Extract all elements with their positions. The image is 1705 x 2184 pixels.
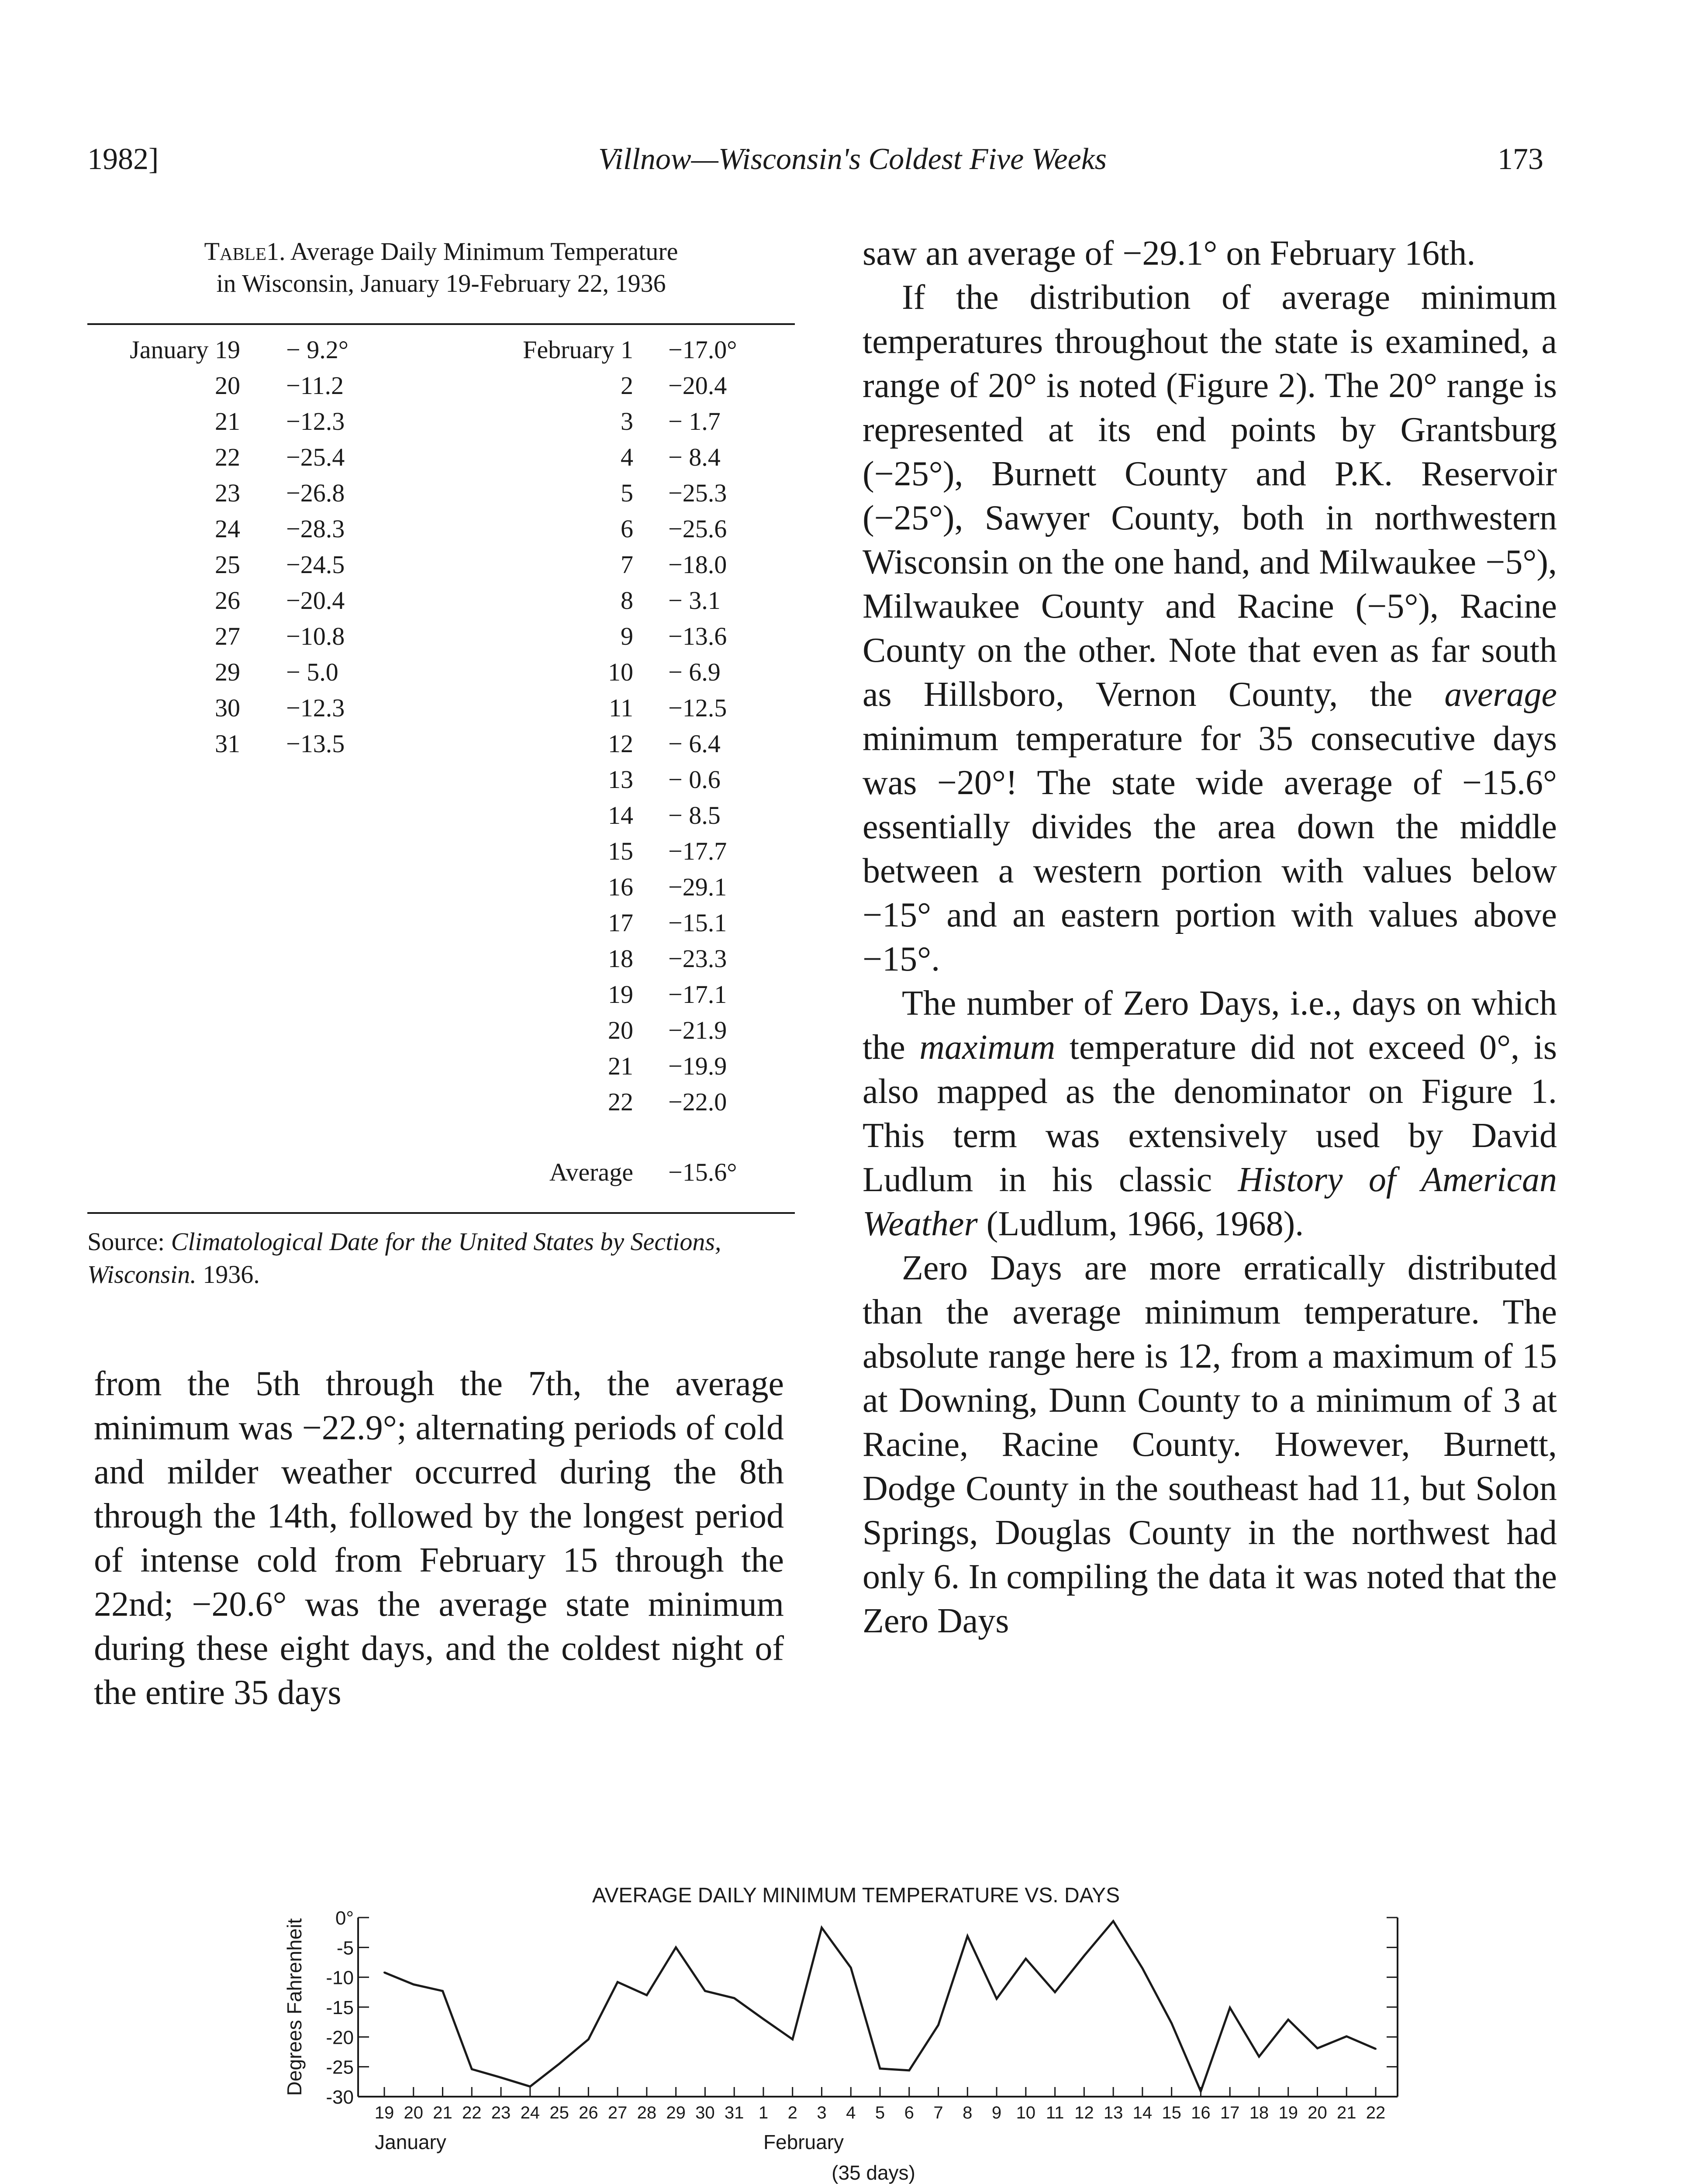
jan-row-temp: −13.5 (286, 729, 345, 758)
x-tick-label: 28 (637, 2103, 657, 2122)
y-tick-label: -10 (326, 1967, 354, 1989)
x-tick-label: 6 (904, 2103, 914, 2122)
x-tick-label: 4 (846, 2103, 856, 2122)
x-tick-label: 3 (817, 2103, 827, 2122)
jan-row-day: 21 (215, 407, 240, 435)
feb-row-day: 10 (608, 658, 633, 686)
table-caption (87, 236, 795, 299)
x-tick-label: 31 (724, 2103, 744, 2122)
data-point (617, 1981, 618, 1983)
x-tick-label: 1 (758, 2103, 769, 2122)
y-tick-label: -15 (326, 1997, 354, 2018)
jan-row-day: 26 (215, 586, 240, 615)
feb-row-temp: − 6.9 (668, 658, 721, 686)
feb-row-day: 12 (608, 729, 633, 758)
right-paragraph-1: saw an average of −29.1° on February 16th. (863, 234, 1476, 273)
right-paragraph-4: Zero Days are more erratically distributed than the average minimum temperature. The absolute range here is 12, from a maximum of 15 at Downing, Dunn County to a minimum of 3 at Racine, Racine County. However, Burnett, Dodge County in the southeast had 11, but Solon Springs, Douglas County in the northwest had only 6. In compiling the data it was noted that the Zero Days (863, 1249, 1557, 1640)
x-tick-label: 18 (1249, 2103, 1269, 2122)
data-point (1287, 2019, 1289, 2021)
table-source-note (87, 1225, 795, 1291)
feb-row-day: 4 (621, 443, 633, 471)
para2-emphasis: average (1444, 675, 1557, 714)
y-tick-label: -20 (326, 2027, 354, 2049)
feb-row-temp: −25.6 (668, 515, 727, 543)
feb-row-temp: −21.9 (668, 1016, 727, 1044)
feb-row-day: 19 (608, 980, 633, 1009)
chart-title: AVERAGE DAILY MINIMUM TEMPERATURE VS. DAYS (592, 1884, 1120, 1907)
jan-row-day: 30 (215, 694, 240, 722)
table-bottom-rule (87, 1212, 795, 1214)
x-tick-label: 10 (1016, 2103, 1036, 2122)
feb-row-temp: − 3.1 (668, 586, 721, 615)
jan-row-temp: −24.5 (286, 550, 345, 579)
data-point (413, 1984, 414, 1985)
jan-row-temp: −11.2 (286, 371, 344, 400)
right-body-column (863, 232, 1557, 1643)
x-tick-label: 24 (520, 2103, 540, 2122)
data-point (966, 1935, 968, 1937)
y-tick-label: 0° (335, 1908, 354, 1929)
x-tick-label: 8 (963, 2103, 973, 2122)
jan-row-day: 25 (215, 550, 240, 579)
x-tick-label: 25 (549, 2103, 569, 2122)
x-label-february: February (763, 2131, 844, 2153)
feb-row-day: 15 (608, 837, 633, 865)
data-point (1316, 2047, 1318, 2049)
table-top-rule (87, 323, 795, 325)
data-point (1258, 2056, 1260, 2057)
x-tick-label: 27 (607, 2103, 628, 2122)
data-point (1346, 2035, 1347, 2037)
x-tick-label: 29 (666, 2103, 686, 2122)
jan-row-day: 22 (215, 443, 240, 471)
x-tick-label: 22 (1366, 2103, 1386, 2122)
source-title: Climatological Date for the United States by Sections, Wisconsin. (87, 1227, 721, 1289)
jan-row-temp: −26.8 (286, 479, 345, 507)
temperature-chart (0, 1856, 1705, 2184)
para3-emphasis-1: maximum (919, 1028, 1056, 1067)
x-tick-label: 14 (1132, 2103, 1153, 2122)
right-paragraph-3 (863, 981, 1557, 1246)
running-title: Villnow—Wisconsin's Coldest Five Weeks (598, 142, 1107, 176)
feb-row-day: 6 (621, 515, 633, 543)
feb-row-day: 2 (621, 371, 633, 400)
x-tick-label: 9 (991, 2103, 1002, 2122)
feb-row-temp: − 8.5 (668, 801, 721, 829)
source-prefix: Source: (87, 1227, 171, 1256)
left-paragraph: from the 5th through the 7th, the average minimum was −22.9°; alternating periods of cold and milder weather occurred during the 8th through the 14th, followed by the longest period of intense cold from February 15 through the 22nd; −20.6° was the average state minimum during these eight days, and the coldest night of the entire 35 days (94, 1365, 784, 1712)
x-tick-label: 26 (579, 2103, 598, 2122)
left-body-column (94, 1362, 784, 1715)
x-tick-label: 5 (875, 2103, 885, 2122)
data-point (850, 1967, 852, 1969)
jan-row-day: 24 (215, 515, 240, 543)
jan-row-day: 27 (215, 622, 240, 650)
data-point (879, 2068, 881, 2070)
jan-row-temp: −10.8 (286, 622, 345, 650)
y-tick-label: -30 (326, 2087, 354, 2108)
average-label: Average (549, 1158, 633, 1186)
x-tick-label: 30 (695, 2103, 715, 2122)
data-point (704, 1990, 706, 1992)
feb-row-temp: −29.1 (668, 873, 727, 901)
feb-row-day: 16 (608, 873, 633, 901)
feb-row-temp: −15.1 (668, 909, 727, 937)
data-point (529, 2086, 531, 2087)
x-tick-label: 21 (1336, 2103, 1356, 2122)
feb-row-day: 14 (608, 801, 633, 829)
x-tick-label: 17 (1220, 2103, 1240, 2122)
feb-row-day: 5 (621, 479, 633, 507)
temperature-series-line (384, 1921, 1376, 2091)
data-point (1083, 1955, 1085, 1956)
feb-row-temp: −25.3 (668, 479, 727, 507)
data-point (1200, 2091, 1201, 2092)
x-tick-label: 21 (433, 2103, 452, 2122)
y-tick-label: -25 (326, 2056, 354, 2078)
x-tick-label: 7 (933, 2103, 943, 2122)
x-tick-label: 16 (1191, 2103, 1211, 2122)
feb-row-temp: −22.0 (668, 1088, 727, 1116)
jan-row-temp: − 9.2° (286, 335, 349, 364)
x-tick-label: 22 (462, 2103, 482, 2122)
data-point (1375, 2048, 1377, 2050)
jan-row-temp: −28.3 (286, 515, 345, 543)
feb-row-temp: −13.6 (668, 622, 727, 650)
jan-row-day: 31 (215, 729, 240, 758)
y-axis-label: Degrees Fahrenheit (283, 1918, 306, 2096)
right-paragraph-2 (863, 276, 1557, 981)
para3-a: The number of Zero Days, i.e., days on which the (863, 984, 1557, 1067)
average-value: −15.6° (668, 1158, 737, 1186)
data-point (1142, 1967, 1143, 1969)
source-year: 1936. (196, 1260, 260, 1289)
para3-emphasis-2: History of American Weather (863, 1161, 1557, 1243)
data-point (1025, 1958, 1027, 1959)
feb-row-temp: −19.9 (668, 1052, 727, 1080)
data-point (1112, 1920, 1114, 1922)
table-caption-line2: in Wisconsin, January 19-February 22, 1936 (216, 269, 666, 297)
jan-row-day: 20 (215, 371, 240, 400)
feb-row-temp: − 0.6 (668, 765, 721, 794)
feb-row-day: 22 (608, 1088, 633, 1116)
feb-row-temp: −23.3 (668, 944, 727, 973)
data-point (442, 1990, 444, 1992)
feb-row-temp: −17.1 (668, 980, 727, 1009)
data-point (500, 2077, 502, 2078)
data-point (938, 2024, 939, 2026)
y-tick-label: -5 (336, 1937, 354, 1959)
data-point (1229, 2007, 1231, 2008)
para2-tail: minimum temperature for 35 consecutive days was −20°! The state wide average of −15.6° essentially divides the area down the middle between a western portion with values below −15° and an eastern portion with values above −15°. (863, 719, 1557, 978)
feb-row-day: 9 (621, 622, 633, 650)
x-tick-label: 19 (1278, 2103, 1298, 2122)
jan-row-day: 23 (215, 479, 240, 507)
jan-row-temp: −20.4 (286, 586, 345, 615)
para2-text: If the distribution of average minimum temperatures throughout the state is examined, a range of 20° is noted (Figure 2). The 20° range is represented at its end points by Grantsburg (−25°), Burnett County and P.K. Reservoir (−25°), Sawyer County, both in northwestern Wisconsin on the one hand, and Milwaukee −5°), Milwaukee County and Racine (−5°), Racine County on the other. Note that even as far south as Hillsboro, Vernon County, the (863, 278, 1557, 714)
data-point (763, 2018, 764, 2020)
feb-row-temp: −18.0 (668, 550, 727, 579)
data-point (587, 2039, 589, 2040)
feb-row-temp: −17.0° (668, 335, 737, 364)
feb-row-day: 3 (621, 407, 633, 435)
feb-row-temp: −20.4 (668, 371, 727, 400)
feb-row-day: 13 (608, 765, 633, 794)
x-tick-label: 2 (787, 2103, 797, 2122)
feb-row-temp: − 6.4 (668, 729, 721, 758)
feb-row-temp: −17.7 (668, 837, 727, 865)
data-point (733, 1997, 735, 1999)
data-point (559, 2063, 560, 2065)
x-tick-label: 13 (1103, 2103, 1123, 2122)
table-label: Table (204, 237, 266, 266)
feb-row-temp: − 1.7 (668, 407, 721, 435)
para3-c: (Ludlum, 1966, 1968). (977, 1205, 1304, 1243)
x-tick-label: 12 (1074, 2103, 1094, 2122)
feb-row-temp: − 8.4 (668, 443, 721, 471)
x-tick-label: 11 (1046, 2103, 1064, 2122)
jan-row-temp: −12.3 (286, 407, 345, 435)
page-number: 173 (1498, 142, 1543, 176)
x-label-january: January (375, 2131, 446, 2153)
table-caption-line1: 1. Average Daily Minimum Temperature (266, 237, 678, 266)
feb-row-day: 8 (621, 586, 633, 615)
feb-row-day: 21 (608, 1052, 633, 1080)
x-tick-label: 15 (1162, 2103, 1181, 2122)
data-point (908, 2070, 910, 2071)
x-tick-label: 23 (491, 2103, 511, 2122)
data-point (821, 1927, 822, 1928)
data-point (646, 1994, 648, 1996)
feb-row-temp: −12.5 (668, 694, 727, 722)
data-point (1054, 1991, 1056, 1993)
para3-b: temperature did not exceed 0°, is also mapped as the denominator on Figure 1. This term was extensively used by David Ludlum in his classic (863, 1028, 1557, 1199)
x-tick-label: 20 (1308, 2103, 1327, 2122)
x-label-note: (35 days) (832, 2161, 915, 2184)
data-point (1171, 2022, 1173, 2024)
feb-row-day: 11 (609, 694, 633, 722)
data-point (996, 1998, 997, 2000)
jan-row-temp: − 5.0 (286, 658, 338, 686)
jan-row-day: 29 (215, 658, 240, 686)
data-point (675, 1946, 677, 1948)
jan-row-temp: −12.3 (286, 694, 345, 722)
data-point (383, 1972, 385, 1973)
x-tick-label: 19 (374, 2103, 394, 2122)
feb-row-day: 20 (608, 1016, 633, 1044)
feb-row-day: 18 (608, 944, 633, 973)
jan-row-day: January 19 (130, 335, 240, 364)
x-tick-label: 20 (404, 2103, 424, 2122)
jan-row-temp: −25.4 (286, 443, 345, 471)
feb-row-day: February 1 (523, 335, 633, 364)
feb-row-day: 17 (608, 909, 633, 937)
feb-row-day: 7 (621, 550, 633, 579)
data-point (792, 2039, 794, 2040)
data-point (471, 2068, 473, 2070)
header-year: 1982] (87, 142, 159, 176)
